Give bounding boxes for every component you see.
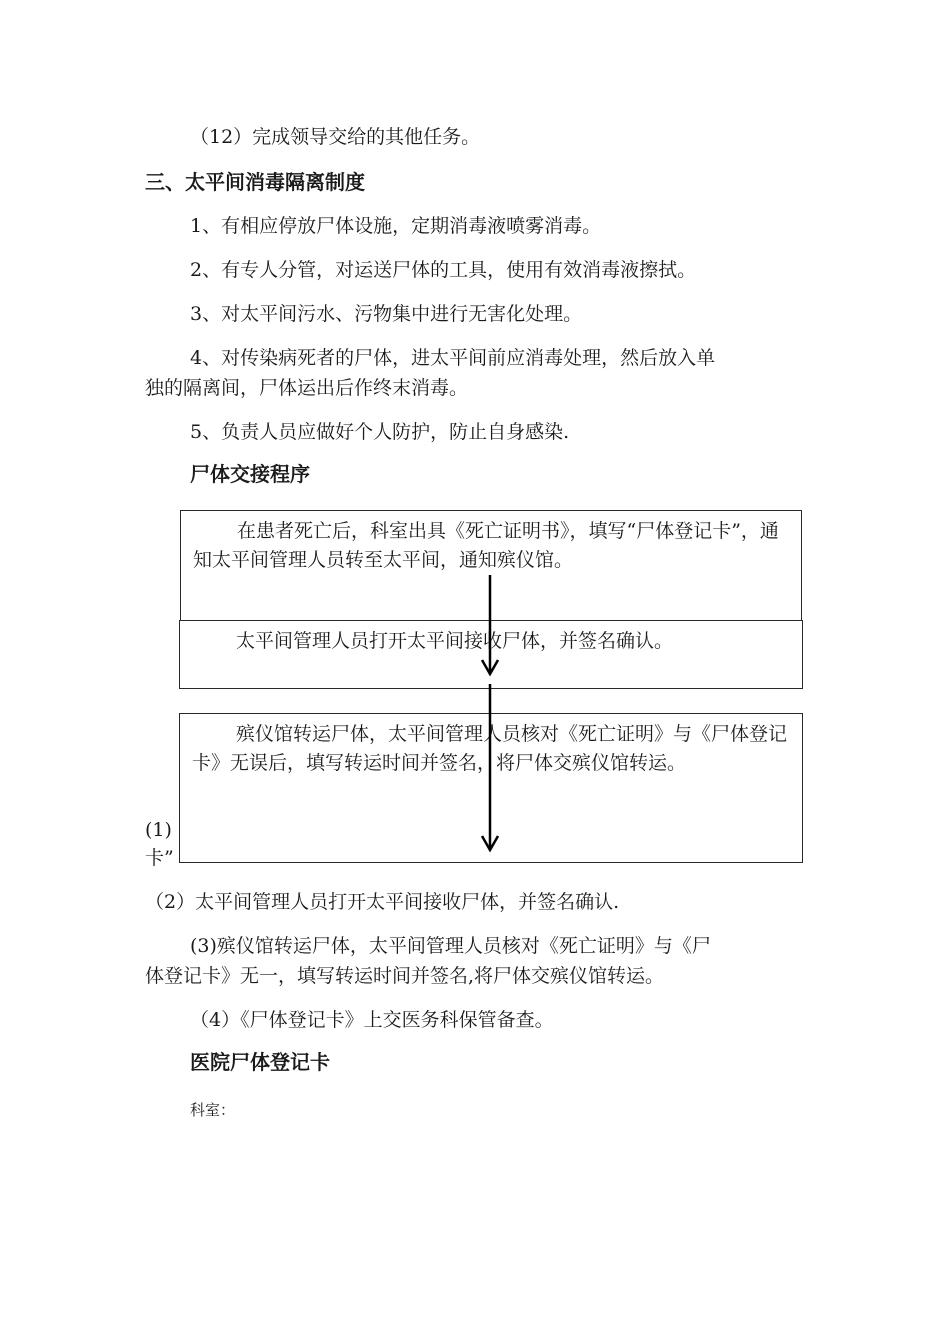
flow-box-2-text: 太平间管理人员打开太平间接收尸体，并签名确认。 — [236, 630, 674, 652]
flow-box-death-certificate — [180, 510, 802, 622]
step-3-line-1: (3)殡仪馆转运尸体，太平间管理人员核对《死亡证明》与《尸 — [190, 935, 711, 957]
flow-heading: 尸体交接程序 — [190, 462, 310, 486]
rule-1-text: 1、有相应停放尸体设施，定期消毒液喷雾消毒。 — [190, 215, 602, 237]
step-4-text: （4）《尸体登记卡》上交医务科保管备查。 — [190, 1009, 554, 1031]
flow-box-receive-body — [179, 620, 803, 689]
rule-4-line-2: 独的隔离间，尸体运出后作终末消毒。 — [145, 377, 469, 399]
rule-3-text: 3、对太平间污水、污物集中进行无害化处理。 — [190, 303, 583, 325]
step-1-prefix: (1) — [145, 819, 172, 841]
item-12-text: （12）完成领导交给的其他任务。 — [190, 126, 481, 148]
rule-2-text: 2、有专人分管，对运送尸体的工具，使用有效消毒液擦拭。 — [190, 259, 697, 281]
step-1-tail: 卡” — [145, 847, 174, 869]
flow-box-1-text: 在患者死亡后，科室出具《死亡证明书》，填写“尸体登记卡”，通知太平间管理人员转至太平间，通知殡仪馆。 — [193, 520, 779, 571]
step-3-line-2: 体登记卡》无一，填写转运时间并签名,将尸体交殡仪馆转运。 — [145, 965, 665, 987]
rule-5-text: 5、负责人员应做好个人防护，防止自身感染. — [190, 421, 570, 443]
flow-box-3-text: 殡仪馆转运尸体，太平间管理人员核对《死亡证明》与《尸体登记卡》无误后，填写转运时间并签名，将尸体交殡仪馆转运。 — [192, 723, 788, 774]
card-heading: 医院尸体登记卡 — [190, 1050, 330, 1074]
flow-box-transfer — [179, 713, 803, 863]
section-3-heading: 三、太平间消毒隔离制度 — [145, 170, 365, 194]
department-label: 科室： — [190, 1101, 236, 1119]
step-2-text: （2）太平间管理人员打开太平间接收尸体，并签名确认. — [145, 891, 620, 913]
rule-4-line-1: 4、对传染病死者的尸体，进太平间前应消毒处理，然后放入单 — [190, 347, 716, 369]
